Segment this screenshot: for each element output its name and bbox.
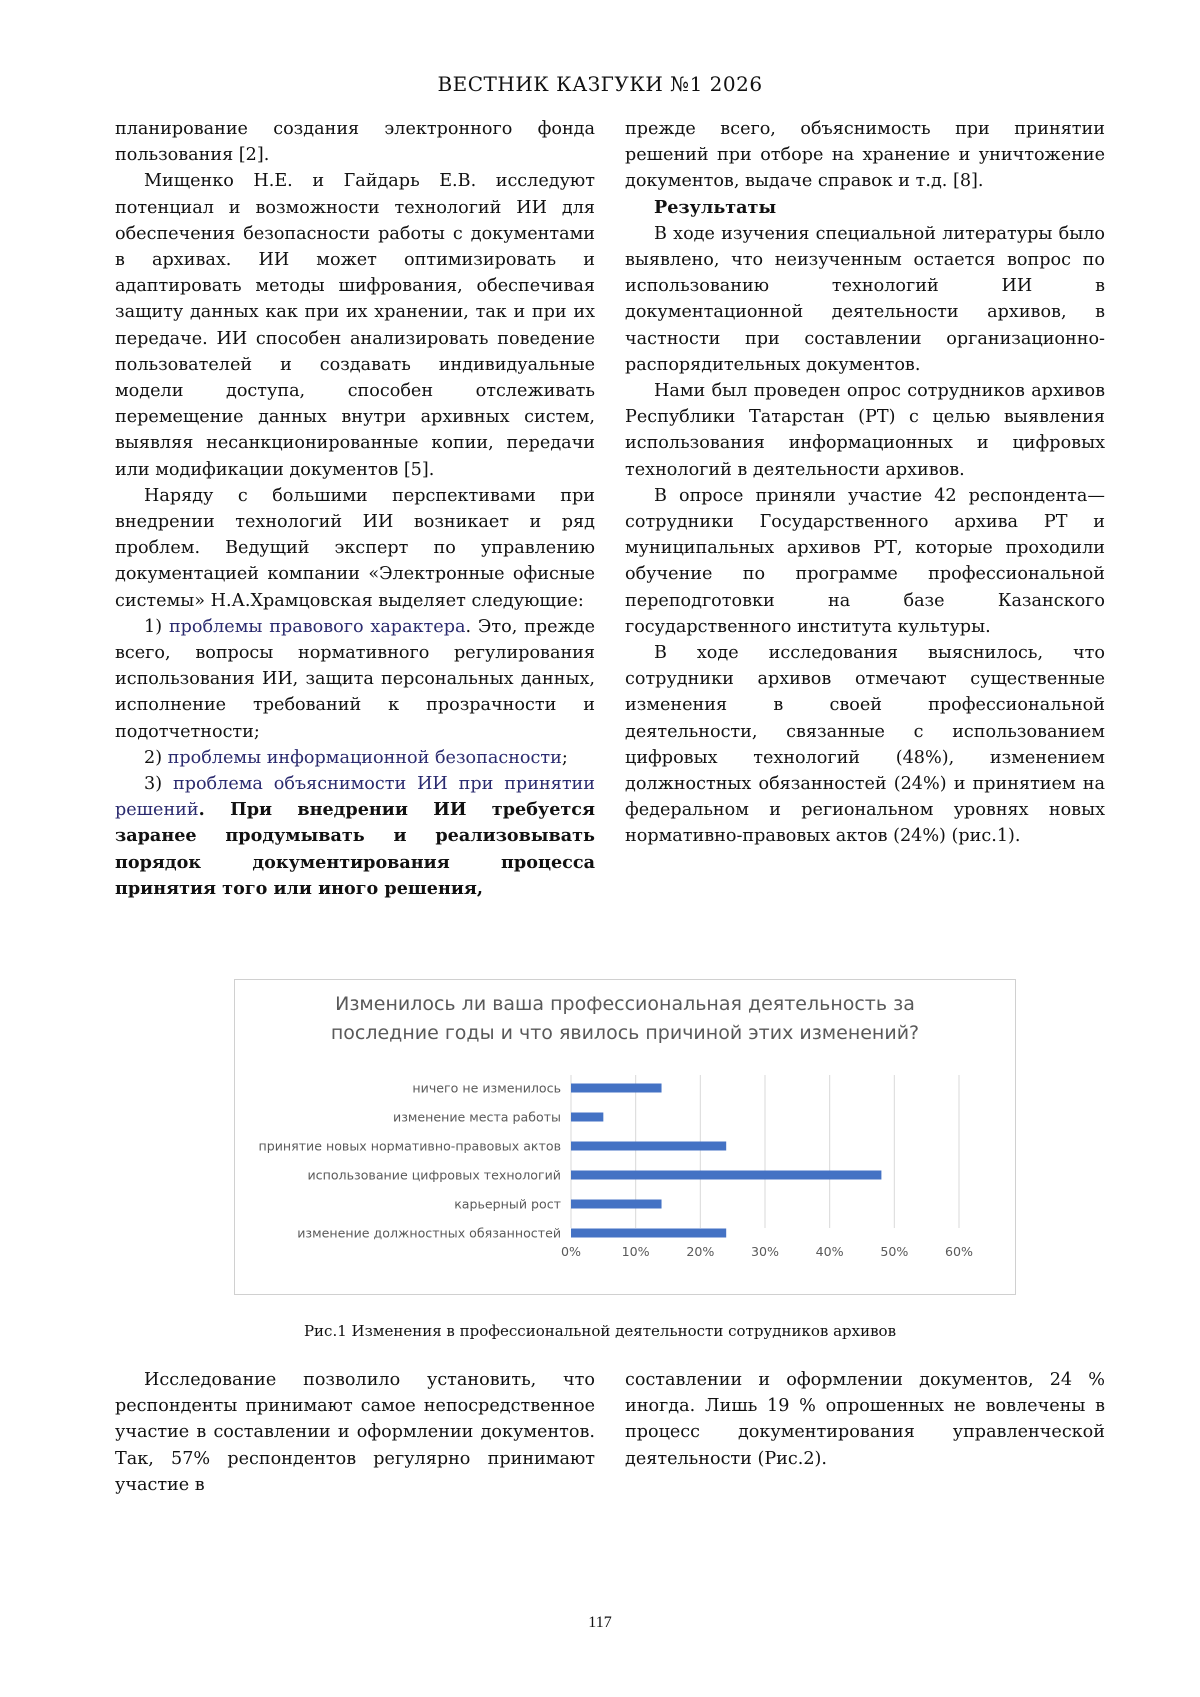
- paragraph: Наряду с большими перспективами при внедрении технологий ИИ возникает и ряд проблем. Ведущий эксперт по управлению документацией компании «Электронные офисные системы» Н.А.Храмцовская выделяет следующие:: [115, 485, 595, 611]
- paragraph: прежде всего, объяснимость при принятии решений при отборе на хранение и уничтожение документов, выдаче справок и т.д. [8].: [625, 119, 1105, 192]
- list-item: [115, 745, 595, 771]
- chart-title-line1: Изменилось ли ваша профессиональная деятельность за: [335, 993, 915, 1015]
- bar: [571, 1142, 726, 1151]
- x-tick-label: 60%: [945, 1244, 973, 1259]
- bar: [571, 1084, 662, 1093]
- category-label: изменение должностных обязанностей: [297, 1225, 561, 1241]
- paragraph: В ходе исследования выяснилось, что сотрудники архивов отмечают существенные изменения в своей профессиональной деятельности, связанные с использованием цифровых технологий (48%), изменением должностных обязанностей (24%) и принятием на федеральном и региональном уровнях новых нормативно-правовых актов (24%) (рис.1).: [625, 643, 1105, 847]
- highlighted-phrase: проблемы информационной безопасности: [167, 747, 562, 768]
- chart-tick-labels: [561, 1244, 973, 1259]
- bar: [571, 1200, 662, 1209]
- paragraph: планирование создания электронного фонда пользования [2].: [115, 119, 595, 166]
- paragraph: Нами был проведен опрос сотрудников архивов Республики Татарстан (РТ) с целью выявления использования информационных и цифровых технологий в деятельности архивов.: [625, 381, 1105, 480]
- highlighted-phrase: проблемы правового характера: [168, 616, 466, 637]
- x-tick-label: 0%: [561, 1244, 581, 1259]
- paragraph: Исследование позволило установить, что респонденты принимают самое непосредственное участие в составлении и оформлении документов. Так, 57% респондентов регулярно принимают участие в: [115, 1370, 595, 1495]
- list-text: . При внедрении ИИ требуется заранее продумывать и реализовывать порядок документирования процесса принятия того или иного решения,: [115, 799, 595, 899]
- list-item: [115, 614, 595, 745]
- x-tick-label: 30%: [751, 1244, 779, 1259]
- right-column: [625, 116, 1105, 850]
- x-tick-label: 10%: [621, 1244, 650, 1259]
- x-tick-label: 50%: [880, 1244, 909, 1259]
- category-label: принятие новых нормативно-правовых актов: [258, 1138, 561, 1154]
- list-number: 2): [144, 747, 163, 768]
- list-number: 3): [144, 774, 163, 795]
- chart-category-labels: [258, 1081, 561, 1241]
- paragraph: Мищенко Н.Е. и Гайдарь Е.В. исследуют потенциал и возможности технологий ИИ для обеспечения безопасности работы с документами в архивах. ИИ может оптимизировать и адаптировать методы шифрования, обеспечивая защиту данных как при их хранении, так и при их передаче. ИИ способен анализировать поведение пользователей и создавать индивидуальные модели доступа, способен отслеживать перемещение данных внутри архивных систем, выявляя несанкционированные копии, передачи или модификации документов [5].: [115, 171, 595, 480]
- paragraph: В опросе приняли участие 42 респондента—сотрудники Государственного архива РТ и муниципальных архивов РТ, которые проходили обучение по программе профессиональной переподготовки на базе Казанского государственного института культуры.: [625, 485, 1105, 637]
- left-column-bottom: [115, 1367, 595, 1498]
- category-label: карьерный рост: [454, 1196, 561, 1212]
- section-heading: Результаты: [654, 196, 777, 218]
- list-number: 1): [144, 616, 163, 637]
- x-tick-label: 40%: [815, 1244, 844, 1259]
- right-column-bottom: [625, 1367, 1105, 1472]
- category-label: использование цифровых технологий: [307, 1167, 561, 1183]
- highlighted-phrase: проблема объяснимости ИИ при принятии решений: [115, 774, 596, 821]
- bar: [571, 1229, 726, 1238]
- bar: [571, 1113, 603, 1122]
- category-label: изменение места работы: [393, 1109, 561, 1125]
- page-number: 117: [588, 1614, 612, 1631]
- journal-header: ВЕСТНИК КАЗГУКИ №1 2026: [437, 72, 763, 96]
- list-text: ;: [561, 747, 568, 768]
- chart-bars: [571, 1084, 881, 1238]
- figure-caption: Рис.1 Изменения в профессиональной деятельности сотрудников архивов: [303, 1322, 897, 1340]
- bar: [571, 1171, 881, 1180]
- paragraph: В ходе изучения специальной литературы было выявлено, что неизученным остается вопрос по использованию технологий ИИ в документационной деятельности архивов, в частности при составлении организационно-распорядительных документов.: [625, 223, 1105, 375]
- bar-chart: [235, 980, 1015, 1294]
- list-item: [115, 771, 595, 902]
- figure-chart: [234, 979, 1016, 1295]
- x-tick-label: 20%: [686, 1244, 715, 1259]
- paragraph: составлении и оформлении документов, 24 % иногда. Лишь 19 % опрошенных не вовлечены в процесс документирования управленческой деятельности (Рис.2).: [625, 1370, 1105, 1469]
- category-label: ничего не изменилось: [412, 1080, 561, 1096]
- chart-title-line2: последние годы и что явилось причиной этих изменений?: [330, 1022, 920, 1044]
- left-column: [115, 116, 595, 902]
- list-text: . Это, прежде всего, вопросы нормативного регулирования использования ИИ, защита персональных данных, исполнение требований к прозрачности и подотчетности;: [115, 616, 596, 742]
